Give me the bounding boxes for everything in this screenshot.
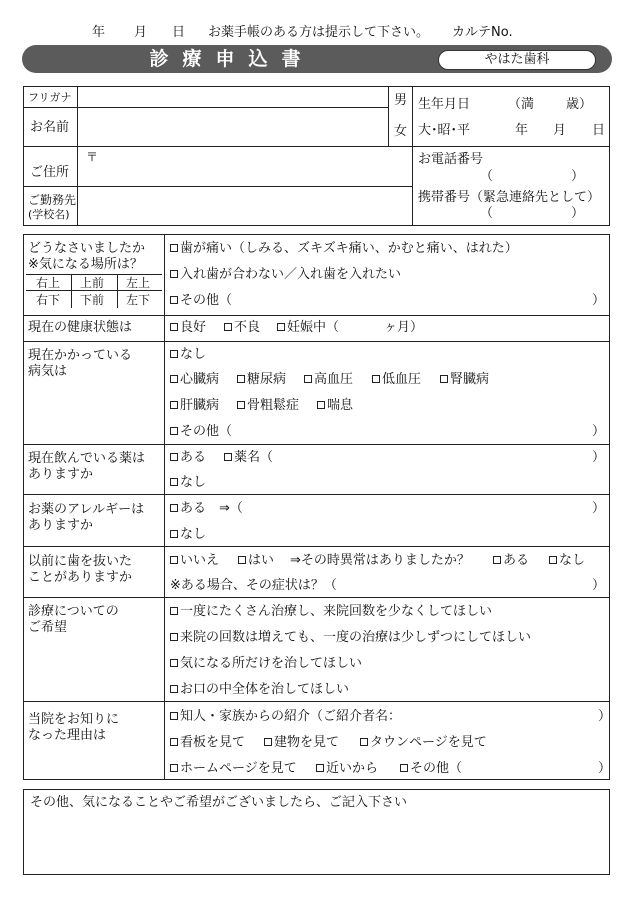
form-title: 診療申込書 [149,48,315,70]
checkbox[interactable] [170,504,178,512]
checkbox[interactable] [372,375,380,383]
q7-option-fewer-visits[interactable] [170,605,492,618]
option-text: 肝臓病 [180,398,220,413]
checkbox[interactable] [400,764,408,772]
checkbox[interactable] [304,375,312,383]
q6-close-paren: ） [592,578,606,593]
q8-option-nearby[interactable] [316,762,378,775]
q4-sublabel: ありますか [28,467,94,482]
q4-option-none[interactable] [170,476,206,489]
q6-sublabel: ことがありますか [28,570,133,585]
divider [117,274,118,308]
q3-close-paren: ） [592,424,606,439]
option-text: ある ⇒（ [180,501,243,516]
checkbox[interactable] [170,296,178,304]
checkbox[interactable] [316,764,324,772]
address-field[interactable] [78,147,412,186]
area-lower-front[interactable]: 下前 [80,293,105,307]
checkbox[interactable] [170,244,178,252]
divider [412,86,413,226]
address-label: ご住所 [30,165,70,180]
checkbox[interactable] [224,323,232,331]
era-label[interactable]: 大･昭･平 [418,123,471,138]
divider [26,290,162,291]
age-open: （満 [508,97,535,112]
mobile-label: 携帯番号（緊急連絡先として） [418,190,601,205]
birth-day-label: 日 [592,123,606,138]
area-upper-left[interactable]: 左上 [126,276,151,290]
q3-option-none[interactable] [170,348,206,361]
option-text: ホームページを見て [180,761,297,776]
divider [23,597,610,598]
q1-close-paren: ） [592,293,606,308]
header-notice: お薬手帳のある方は提示して下さい。 [208,25,430,40]
name-field[interactable] [78,108,388,146]
q5-sublabel: ありますか [28,518,94,533]
checkbox[interactable] [317,401,325,409]
q3-option-asthma[interactable] [317,399,353,412]
checkbox[interactable] [170,556,178,564]
divider [26,274,162,275]
q3-option-kidney[interactable] [440,373,489,386]
option-text: 一度にたくさん治療し、来院回数を少なくしてほしい [180,604,493,619]
checkbox[interactable] [237,401,245,409]
checkbox[interactable] [237,375,245,383]
birthdate-label: 生年月日 [418,97,471,112]
q1-option-other[interactable] [170,294,232,307]
q8-close-paren: ） [598,709,612,724]
divider [23,341,610,342]
q2-option-good[interactable] [170,321,206,334]
age-close: 歳） [566,97,593,112]
q5-label: お薬のアレルギーは [28,502,145,517]
divider [23,315,610,316]
checkbox[interactable] [170,738,178,746]
school-label: (学校名) [28,208,70,221]
option-text: なし [180,475,207,490]
checkbox[interactable] [264,738,272,746]
checkbox[interactable] [170,427,178,435]
option-text: 知人・家族からの紹介（ご紹介者名： [180,709,402,724]
workplace-label: ご勤務先 [28,193,77,207]
area-upper-front[interactable]: 上前 [80,276,105,290]
checkbox[interactable] [170,607,178,615]
q3-sublabel: 病気は [28,364,68,379]
option-text: 来院の回数は増えても、一度の治療は少しずつにしてほしい [180,630,532,645]
option-text: 不良 [234,320,261,335]
option-text: 心臓病 [180,372,220,387]
option-text: ある [180,450,207,465]
name-label: お名前 [30,120,70,135]
checkbox[interactable] [170,633,178,641]
q5-close-paren: ） [592,501,606,516]
option-text: ある [503,553,530,568]
option-text: 骨粗鬆症 [247,398,300,413]
q8-option-building[interactable] [264,736,339,749]
q1-label: どうなさいましたか [28,241,146,256]
option-text: 糖尿病 [247,372,287,387]
divider [388,86,389,146]
checkbox[interactable] [170,401,178,409]
checkbox[interactable] [277,323,285,331]
q6-symptom-label: ※ある場合、その症状は？（ [170,578,337,593]
option-text: 喘息 [327,398,354,413]
option-text: 近いから [326,761,379,776]
q8-option-signboard[interactable] [170,736,245,749]
q3-option-liver[interactable] [170,399,219,412]
checkbox[interactable] [170,659,178,667]
q4-label: 現在飲んでいる薬は [28,451,146,466]
q7-sublabel: ご希望 [28,620,68,635]
q3-option-hypotension[interactable] [372,373,421,386]
option-text: その他（ [410,761,463,776]
option-text: なし [180,347,207,362]
q8-sublabel: なった理由は [28,728,107,743]
workplace-field[interactable] [78,187,412,226]
chart-number-label: カルテNo. [452,25,513,40]
female-option[interactable]: 女 [394,124,408,139]
q7-label: 診療についての [28,604,119,619]
checkbox[interactable] [549,556,557,564]
checkbox[interactable] [170,685,178,693]
area-lower-left[interactable]: 左下 [126,293,151,307]
notes-label: その他、気になることやご希望がございましたら、ご記入下さい [30,795,408,810]
q1-option-denture[interactable] [170,268,401,281]
option-text: その他（ [180,293,233,308]
q5-option-yes[interactable] [170,502,243,515]
q7-option-whole-mouth[interactable] [170,683,349,696]
q8-close-paren-2: ） [598,761,612,776]
option-text: 低血圧 [382,372,422,387]
q2-months: ヶ月） [384,320,424,335]
mobile-field[interactable]: （ ） [480,206,585,221]
option-text: 気になる所だけを治してほしい [180,656,363,671]
furigana-label: フリガナ [28,91,72,104]
phone-label: お電話番号 [418,152,484,167]
q6-option-no[interactable] [170,554,219,567]
checkbox[interactable] [440,375,448,383]
q3-option-diabetes[interactable] [237,373,286,386]
q2-option-poor[interactable] [224,321,260,334]
option-text: タウンページを見て [370,735,487,750]
option-text: いいえ [180,553,220,568]
option-text: なし [180,527,207,542]
divider [23,494,610,495]
checkbox[interactable] [170,712,178,720]
q3-option-heart[interactable] [170,373,219,386]
option-text: お口の中全体を治してほしい [180,682,350,697]
option-text: なし [559,553,586,568]
checkbox[interactable] [238,556,246,564]
postal-mark: 〒 [86,150,99,164]
checkbox[interactable] [224,453,232,461]
option-text: 看板を見て [180,735,246,750]
q8-option-townpage[interactable] [360,736,487,749]
checkbox[interactable] [170,530,178,538]
furigana-field[interactable] [78,87,388,107]
header-month: 月 [134,25,148,40]
birth-year-label: 年 [515,123,529,138]
q3-option-osteoporosis[interactable] [237,399,299,412]
q2-label: 現在の健康状態は [28,320,133,335]
option-text: 入れ歯が合わない／入れ歯を入れたい [180,267,402,282]
q1-option-toothache[interactable] [170,242,518,255]
checkbox[interactable] [170,270,178,278]
q6-option-yes[interactable] [238,554,274,567]
divider [23,546,610,547]
option-text: 良好 [180,320,207,335]
option-text: はい [248,553,275,568]
q3-option-hypertension[interactable] [304,373,353,386]
option-text: 歯が痛い（しみる、ズキズキ痛い、かむと痛い、はれた） [180,241,518,256]
area-upper-right[interactable]: 右上 [36,276,61,290]
checkbox[interactable] [170,764,178,772]
divider [23,701,610,702]
q1-sublabel: ※気になる場所は？ [28,257,143,272]
option-text: その他（ [180,424,233,439]
divider [71,274,72,308]
option-text: 薬名（ [234,450,274,465]
area-lower-right[interactable]: 右下 [36,293,61,307]
q6-abnormal-no[interactable] [549,554,585,567]
q8-option-homepage[interactable] [170,762,297,775]
header-day: 日 [172,25,186,40]
checkbox[interactable] [170,323,178,331]
q8-label: 当院をお知りに [28,712,120,727]
q7-option-concern-only[interactable] [170,657,362,670]
header-year: 年 [92,25,106,40]
q4-close-paren: ） [592,450,606,465]
option-text: 腎臓病 [450,372,490,387]
q7-option-gradual[interactable] [170,631,531,644]
q6-abnormal-yes[interactable] [493,554,529,567]
q6-abnormal-question: ⇒その時異常はありましたか？ [290,553,470,568]
phone-field[interactable]: （ ） [480,169,585,184]
option-text: 建物を見て [274,735,340,750]
checkbox[interactable] [170,478,178,486]
q6-label: 以前に歯を抜いた [28,554,133,569]
q3-option-other[interactable] [170,425,232,438]
divider [23,444,610,445]
option-text: 妊娠中（ [287,320,340,335]
q4-option-drug-name[interactable] [224,451,273,464]
q8-option-introduction[interactable] [170,710,401,723]
option-text: 高血圧 [314,372,354,387]
q2-option-pregnant[interactable] [277,321,339,334]
checkbox[interactable] [170,350,178,358]
q3-label: 現在かかっている [28,348,133,363]
checkbox[interactable] [170,453,178,461]
male-option[interactable]: 男 [394,93,408,108]
q8-option-other[interactable] [400,762,462,775]
q4-option-yes[interactable] [170,451,206,464]
q5-option-none[interactable] [170,528,206,541]
checkbox[interactable] [360,738,368,746]
checkbox[interactable] [493,556,501,564]
clinic-name: やはた歯科 [438,50,596,70]
checkbox[interactable] [170,375,178,383]
birth-month-label: 月 [553,123,567,138]
